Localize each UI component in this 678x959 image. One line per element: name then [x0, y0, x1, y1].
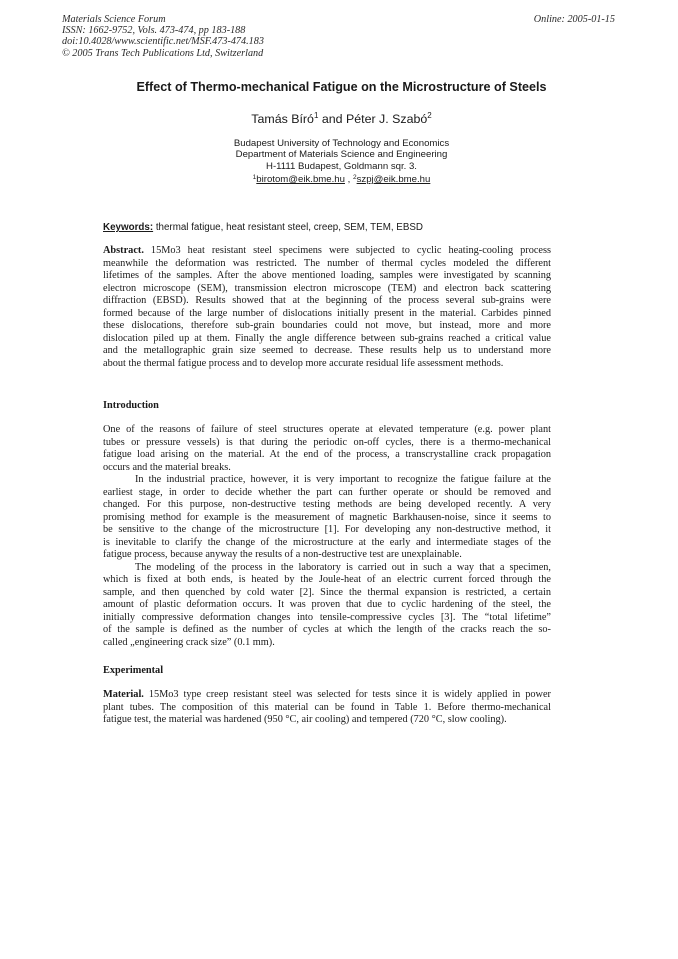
doi-line: doi:10.4028/www.scientific.net/MSF.473-474.183: [62, 36, 264, 48]
copyright-line: © 2005 Trans Tech Publications Ltd, Switzerland: [62, 47, 264, 59]
text-line: earliest stage, in order to decide whether the part can further operate or should be removed and: [103, 486, 551, 498]
text-line: In the industrial practice, however, it is very important to recognize the fatigue failure at the: [135, 474, 551, 485]
text-line: promising method for example is the measurement of magnetic Barkhausen-noise, since it seems to: [103, 511, 551, 523]
text-line: dislocation piled up at them. Finally the angle difference between sub-grains reached a critical value: [103, 332, 551, 344]
author-conjunction: and: [318, 112, 346, 126]
author-affiliation-mark: 1: [313, 111, 319, 120]
text-line: amount of plastic deformation occurs. It was proven that due to cyclic hardening of the steel, the: [103, 599, 551, 610]
text-line: formed because of the large number of dislocations initially present in the material. Carbides pinned: [103, 307, 551, 319]
text-line: occurs and the material breaks.: [103, 461, 231, 473]
author-affiliation-mark: 2: [427, 111, 432, 120]
experimental-heading: Experimental: [103, 665, 164, 676]
text-line: changed. For this purpose, non-destructive testing methods are being developed recently. A very: [103, 499, 551, 510]
text-line: which is fixed at both ends, is heated by the Joule-heat of an electric current forced through the: [103, 574, 551, 585]
email-link[interactable]: szpj@eik.bme.hu: [356, 174, 431, 186]
text-line: of the sample is defined as the number of cycles at which the length of the cracks reach the so-: [103, 624, 551, 635]
author-name: Péter J. Szabó: [345, 112, 428, 126]
email-link[interactable]: birotom@eik.bme.hu: [256, 174, 345, 186]
text-line: be sensitive to the change of the microstructure [1]. For developing any non-destructive method, it: [103, 524, 551, 535]
text-line: sample, and then quenched by cold water [2]. Since the thermal expansion is restricted, a certain: [103, 586, 551, 598]
author-list: [60, 111, 623, 126]
text-line: One of the reasons of failure of steel structures operate at elevated temperature (e.g. power plant: [103, 424, 551, 435]
text-line: initially compressive deformation changes into tensile-compressive cycles [3]. The “total lifetime”: [103, 611, 551, 623]
text-line: electron microscope (SEM), transmission electron microscope (TEM) and electron back scattering: [103, 282, 551, 294]
text-line: Abstract. 15Mo3 heat resistant steel specimens were subjected to cyclic heating-cooling process: [103, 245, 551, 256]
email-mark: 1: [252, 174, 257, 182]
text-line: tubes or pressure vessels) is that during the periodic on-off cycles, there is a thermo-mechanical: [103, 436, 551, 448]
text-line: is inevitable to clarify the change of the microstructure at the early and intermediate stages of the: [103, 536, 551, 548]
text-line: The modeling of the process in the laboratory is carried out in such a way that a specimen,: [135, 561, 551, 573]
text-line: these dislocations, therefore sub-grain boundaries could not move, but instead, more and more: [103, 320, 551, 331]
abstract-label: Abstract.: [103, 245, 144, 256]
issn-line: ISSN: 1662-9752, Vols. 473-474, pp 183-188: [62, 25, 246, 37]
journal-name: Materials Science Forum: [62, 14, 166, 25]
affiliation-block: [60, 138, 623, 186]
keywords-label: Keywords:: [103, 222, 154, 233]
text-line: plant tubes. The composition of this material can be found in Table 1. Before thermo-mechanical: [103, 701, 551, 713]
text-line: fatigue process, because anyway the results of a non-destructive test are unexplainable.: [103, 549, 462, 560]
author-name: Tamás Bíró: [251, 112, 314, 126]
affiliation-department: Department of Materials Science and Engineering: [235, 149, 448, 161]
online-date: Online: 2005-01-15: [533, 14, 615, 25]
affiliation-university: Budapest University of Technology and Economics: [233, 138, 450, 149]
email-separator: ,: [344, 174, 353, 186]
text-line: and the metallographic grain size seemed to decrease. These results help us to understand more: [103, 345, 551, 356]
keywords-text: thermal fatigue, heat resistant steel, creep, SEM, TEM, EBSD: [153, 222, 423, 233]
text-line: meanwhile the deformation was restricted. The number of thermal cycles modeled the different: [103, 257, 551, 269]
abstract-paragraph: [103, 245, 551, 370]
material-label: Material.: [103, 689, 144, 700]
introduction-paragraph: [103, 424, 551, 649]
introduction-heading: Introduction: [103, 400, 159, 411]
email-mark: 2: [352, 174, 357, 182]
affiliation-emails: [60, 172, 623, 185]
text-line: called „engineering crack size” (0.1 mm).: [103, 636, 275, 648]
affiliation-address: H-1111 Budapest, Goldmann sqr. 3.: [266, 160, 417, 172]
paper-title: Effect of Thermo-mechanical Fatigue on the Microstructure of Steels: [136, 80, 547, 94]
text-line: Material. 15Mo3 type creep resistant steel was selected for tests since it is widely applied in power: [103, 689, 551, 700]
text-line: diffraction (EBSD). Results showed that at the beginning of the process several sub-grains were: [103, 295, 551, 306]
text-line: lifetimes of the samples. After the above mentioned loading, samples were investigated by scanning: [103, 270, 551, 281]
text-line: fatigue test, the material was hardened (950 °C, air cooling) and tempered (720 °C, slow cooling).: [103, 714, 507, 725]
experimental-paragraph: [103, 689, 551, 727]
text-line: about the thermal fatigue process and to develop more accurate residual life assessment methods.: [103, 357, 504, 369]
text-line: fatigue load arising on the material. At the end of the process, a transcrystalline crack propagation: [103, 449, 551, 460]
keywords-line: [103, 222, 423, 233]
publication-meta: [62, 14, 264, 59]
